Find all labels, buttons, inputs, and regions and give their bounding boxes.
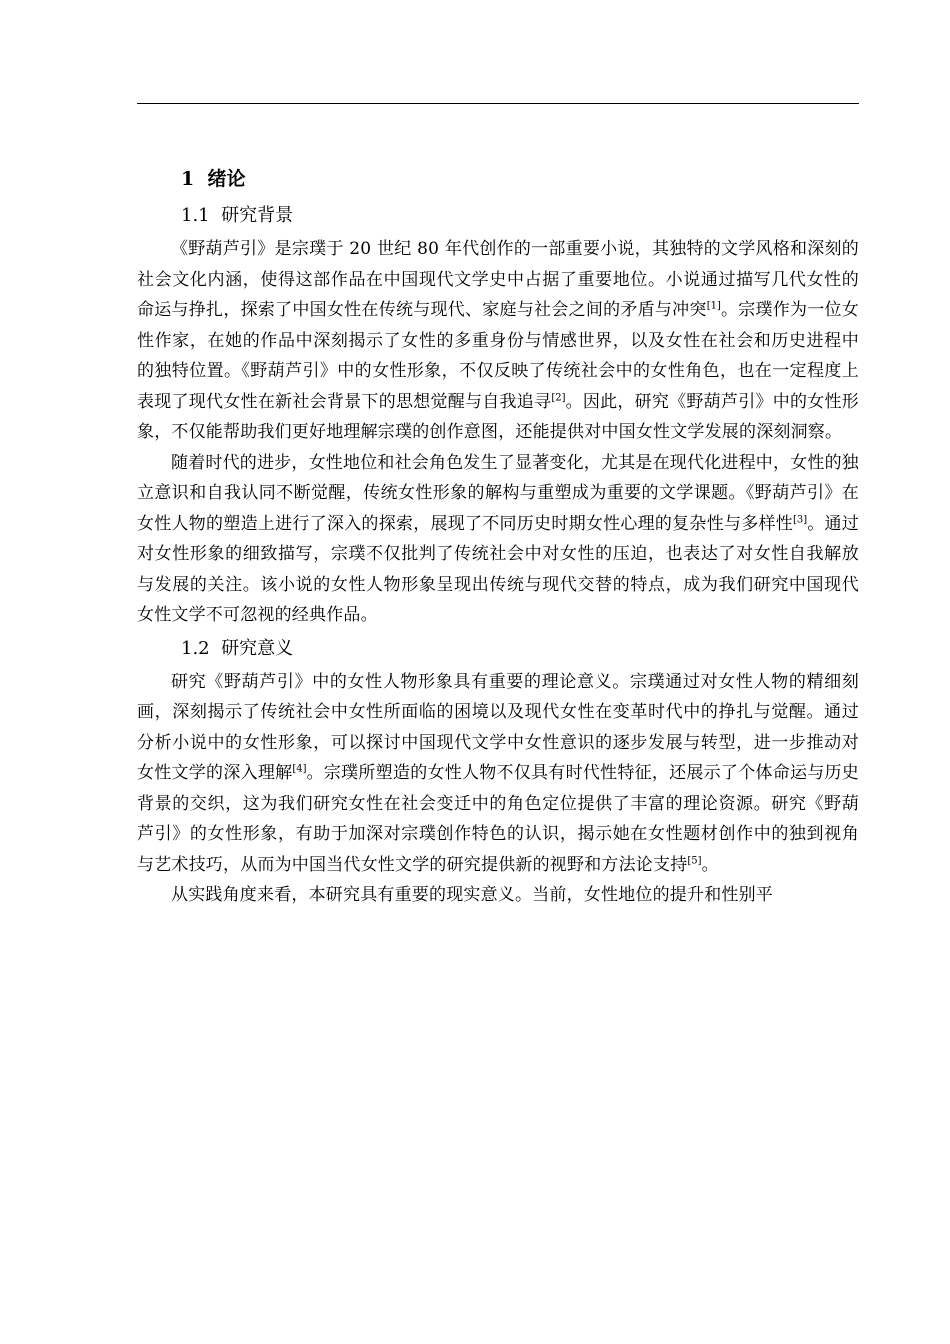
section-number: 1.2	[181, 637, 210, 659]
text-run: 。宗璞作为一位女性作家，在她的作品中深刻揭示了女性的多重身份与情感世界，以及女性在社会和历史进程中的独特位置。《野葫芦引》中的女性形象，不仅反映了传统社会中的女性角色，也在一定程度上表现了现代女性在新社会背景下的思想觉醒与自我追寻	[137, 300, 859, 412]
paragraph	[137, 234, 859, 448]
text-run: 。宗璞所塑造的女性人物不仅具有时代性特征，还展示了个体命运与历史背景的交织，这为我们研究女性在社会变迁中的角色定位提供了丰富的理论资源。研究《野葫芦引》的女性形象，有助于加深对宗璞创作特色的认识，揭示她在女性题材创作中的独到视角与艺术技巧，从而为中国当代女性文学的研究提供新的视野和方法论支持	[137, 763, 859, 875]
text-run: 《野葫芦引》是宗璞于 20 世纪 80 年代创作的一部重要小说，其独特的文学风格和深刻的社会文化内涵，使得这部作品在中国现代文学史中占据了重要地位。小说通过描写几代女性的命运与挣扎，探索了中国女性在传统与现代、家庭与社会之间的矛盾与冲突	[137, 239, 859, 320]
chapter-title: 绪论	[207, 168, 246, 190]
section-title: 研究背景	[221, 205, 294, 226]
section-1-1-body	[137, 234, 859, 631]
paragraph	[137, 880, 859, 911]
citation-ref: [3]	[793, 513, 808, 525]
citation-ref: [5]	[687, 854, 702, 866]
paragraph	[137, 667, 859, 881]
section-number: 1.1	[181, 205, 210, 226]
text-run: 研究《野葫芦引》中的女性人物形象具有重要的理论意义。宗璞通过对女性人物的精细刻画，深刻揭示了传统社会中女性所面临的困境以及现代女性在变革时代中的挣扎与觉醒。通过分析小说中的女性形象，可以探讨中国现代文学中女性意识的逐步发展与转型，进一步推动对女性文学的深入理解	[137, 671, 859, 783]
text-run: 。通过对女性形象的细致描写，宗璞不仅批判了传统社会中对女性的压迫，也表达了对女性自我解放与发展的关注。该小说的女性人物形象呈现出传统与现代交替的特点，成为我们研究中国现代女性文学不可忽视的经典作品。	[137, 513, 859, 625]
chapter-number: 1	[181, 168, 195, 190]
section-heading-1-1	[181, 198, 859, 234]
chapter-heading	[181, 160, 859, 198]
document-body	[137, 160, 859, 911]
text-run: 随着时代的进步，女性地位和社会角色发生了显著变化，尤其是在现代化进程中，女性的独立意识和自我认同不断觉醒，传统女性形象的解构与重塑成为重要的文学课题。《野葫芦引》在女性人物的塑造上进行了深入的探索，展现了不同历史时期女性心理的复杂性与多样性	[137, 452, 859, 534]
text-run: 从实践角度来看，本研究具有重要的现实意义。当前，女性地位的提升和性别平	[171, 885, 773, 905]
paragraph	[137, 448, 859, 631]
section-1-2-body	[137, 667, 859, 911]
citation-ref: [4]	[292, 763, 307, 775]
text-run: 。	[701, 854, 719, 875]
section-title: 研究意义	[221, 637, 294, 659]
text-run: 。因此，研究《野葫芦引》中的女性形象，不仅能帮助我们更好地理解宗璞的创作意图，还能提供对中国女性文学发展的深刻洞察。	[137, 391, 859, 442]
section-heading-1-2	[181, 631, 859, 667]
header-rule	[137, 103, 859, 104]
citation-ref: [1]	[706, 300, 721, 312]
citation-ref: [2]	[551, 391, 566, 403]
